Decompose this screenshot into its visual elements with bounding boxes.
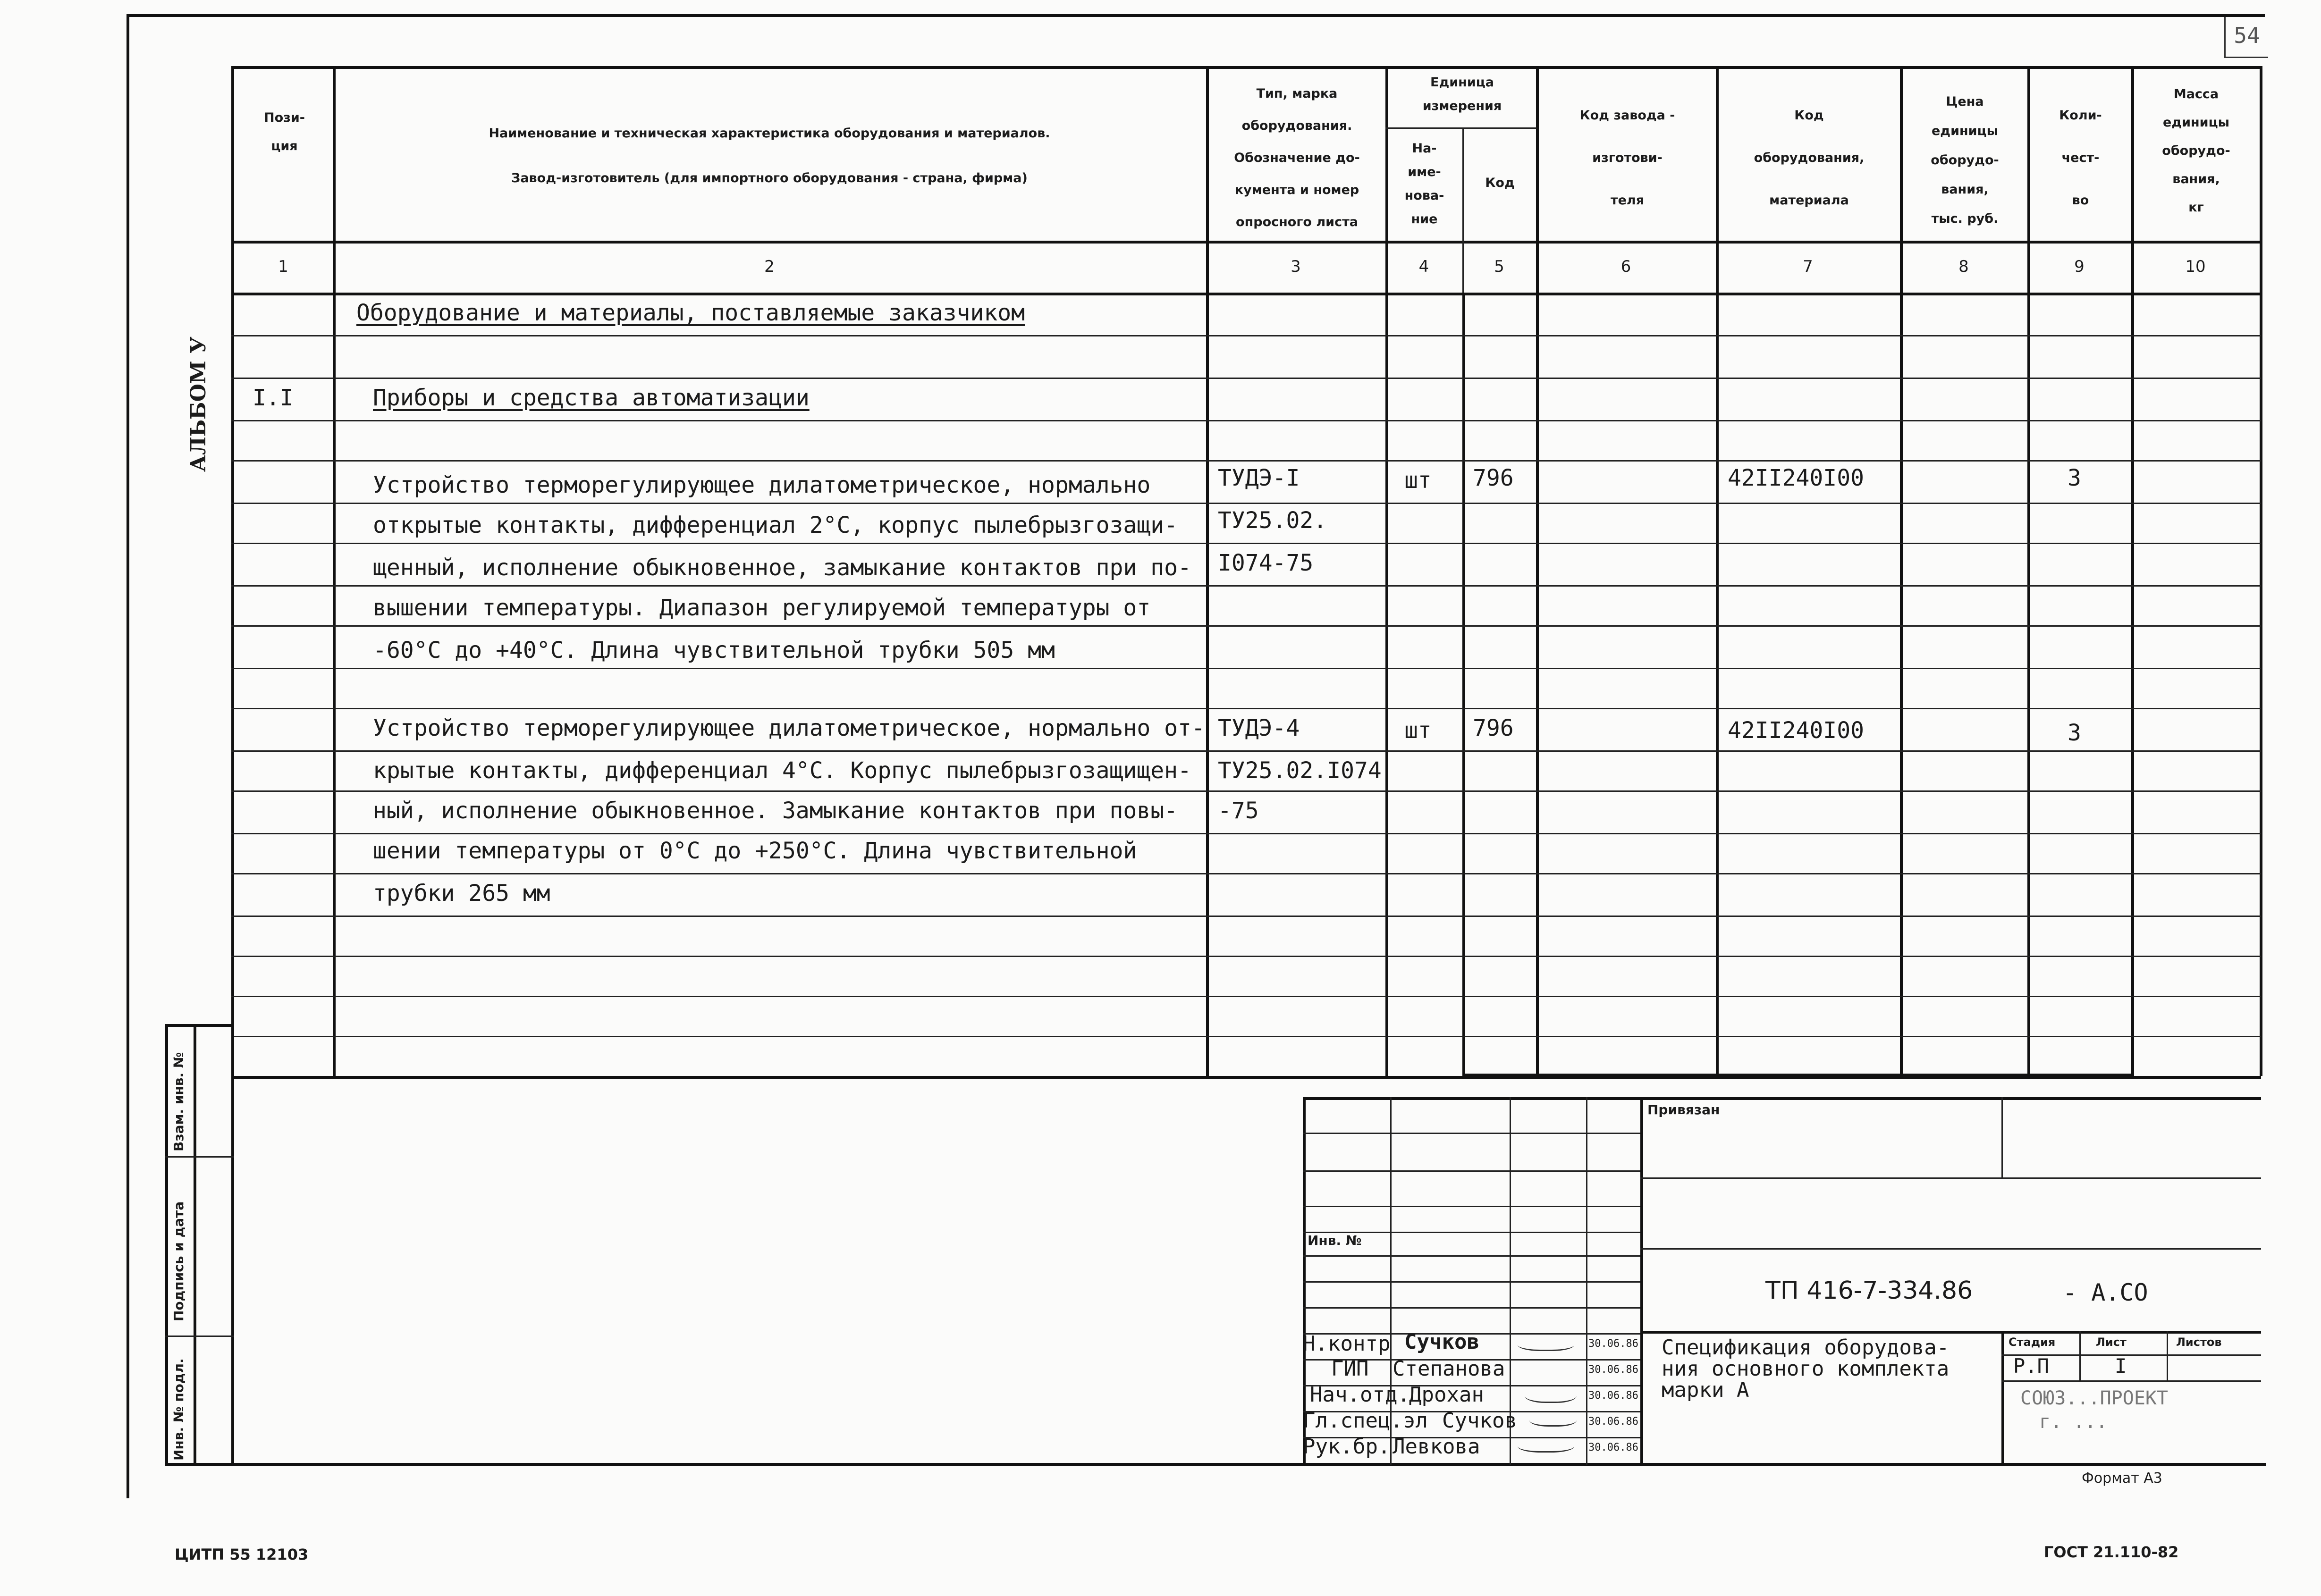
person-date: 30.06.86 [1588, 1390, 1638, 1402]
tb-r-col [2001, 1331, 2004, 1465]
side-stamp-sep [165, 1336, 234, 1337]
row-line [231, 750, 2261, 752]
person-name: Степанова [1393, 1357, 1505, 1381]
sheet-number-box [2224, 14, 2268, 58]
row-line [231, 916, 2261, 917]
col-number: 9 [2074, 257, 2085, 276]
item1-unit: шт [1404, 467, 1432, 494]
row-line [231, 335, 2261, 336]
row-line [231, 668, 2261, 669]
frame-top [127, 14, 2265, 17]
header-col7: Код оборудования, материала [1754, 108, 1865, 208]
tb-row [1303, 1170, 1640, 1172]
item1-type: ТУ25.02. [1218, 507, 1327, 534]
item2-line: шении температуры от 0°С до +250°С. Длина чувствительной [373, 838, 1137, 864]
doc-title-line: ния основного комплекта [1662, 1357, 1950, 1381]
tb-row [1303, 1307, 1640, 1309]
frame-bottom [165, 1463, 2266, 1466]
tb-r-col [2079, 1331, 2081, 1380]
doc-title-line: марки А [1662, 1378, 1749, 1402]
item2-equip-code: 42II240I00 [1728, 717, 1864, 744]
item1-unit-code: 796 [1473, 465, 1514, 491]
person-date: 30.06.86 [1588, 1364, 1638, 1376]
tb-row [1303, 1206, 1640, 1207]
person-name: Дрохан [1409, 1383, 1484, 1407]
col-sep-1 [333, 66, 336, 1076]
row-line [231, 378, 2261, 379]
stadia-label: Стадия [2009, 1336, 2056, 1349]
tb-row [1303, 1281, 1640, 1283]
item2-line: трубки 265 мм [373, 880, 550, 907]
col-sep-10 [2260, 66, 2262, 1076]
row-line [231, 420, 2261, 421]
person-role: Н.контр [1303, 1332, 1391, 1356]
section-title: Оборудование и материалы, поставляемые заказчиком [356, 300, 1025, 326]
header-col5: Код [1485, 176, 1515, 190]
footer-right: ГОСТ 21.110-82 [2044, 1543, 2179, 1561]
header-col6: Код завода - изготови- теля [1579, 108, 1675, 208]
col-number: 2 [764, 257, 775, 276]
header-col2: Наименование и техническая характеристика оборудования и материалов. Завод-изготовитель (для импортного оборудования - страна, фирма) [489, 126, 1050, 185]
side-stamp-top [165, 1024, 234, 1027]
header-col1: Пози- ция [264, 110, 305, 153]
header-col4: На- име- нова- ние [1404, 141, 1444, 227]
tb-r-row [2001, 1380, 2261, 1382]
side-label-vzam: Взам. инв. № [171, 1052, 186, 1151]
person-role: Гл.спец.эл [1303, 1409, 1428, 1433]
list-label: Лист [2096, 1336, 2127, 1349]
header-col10: Масса единицы оборудо- вания, кг [2162, 87, 2230, 215]
table-left [231, 66, 234, 1076]
row-line [231, 996, 2261, 997]
row-line [231, 543, 2261, 544]
table-top [231, 66, 2261, 69]
stadia-value: Р.П [2013, 1354, 2049, 1378]
side-stamp-sep [165, 1156, 234, 1158]
col-number: 6 [1620, 257, 1631, 276]
col-number: 8 [1958, 257, 1969, 276]
org-line: г. ... [2039, 1411, 2108, 1433]
person-name: Левкова [1393, 1435, 1480, 1459]
col-number: 5 [1494, 257, 1504, 276]
side-stamp-right [231, 1024, 234, 1465]
format-label: Формат А3 [2082, 1470, 2162, 1487]
item2-unit: шт [1404, 717, 1432, 744]
row-line [231, 460, 2261, 462]
inner-box-right [2131, 293, 2134, 1076]
item1-line: Устройство терморегулирующее дилатометрическое, нормально [373, 472, 1151, 498]
tb-r-row [1640, 1177, 2261, 1179]
item1-line: открытые контакты, дифференциал 2°С, корпус пылебрызгозащи- [373, 512, 1178, 538]
doc-title-line: Спецификация оборудова- [1662, 1336, 1950, 1360]
privyazan-label: Привязан [1647, 1102, 1720, 1117]
item1-line: щенный, исполнение обыкновенное, замыкание контактов при по- [373, 554, 1191, 581]
person-date: 30.06.86 [1588, 1442, 1638, 1453]
signature [1518, 1437, 1574, 1453]
row-line [231, 625, 2261, 627]
header-col9: Коли- чест- во [2059, 108, 2102, 208]
row-line [231, 585, 2261, 587]
row-line [231, 790, 2261, 792]
header-bottom [231, 241, 2261, 244]
sheet-number: 54 [2234, 23, 2260, 48]
row-line [231, 833, 2261, 834]
person-date: 30.06.86 [1588, 1416, 1638, 1428]
col-number: 4 [1418, 257, 1429, 276]
row-line [231, 503, 2261, 504]
person-role: ГИП [1331, 1357, 1369, 1381]
subsection-title: Приборы и средства автоматизации [373, 385, 810, 411]
org-line: СОЮЗ...ПРОЕКТ [2020, 1387, 2169, 1409]
row-line [231, 708, 2261, 709]
listov-label: Листов [2176, 1336, 2222, 1349]
tb-top [1303, 1097, 2261, 1100]
table-bottom [231, 1076, 2261, 1079]
list-value: I [2115, 1354, 2127, 1378]
item2-type: ТУ25.02.I074 [1218, 757, 1382, 784]
tb-r-row [1640, 1248, 2261, 1250]
subsection-position: I.I [253, 385, 294, 411]
item2-type: ТУДЭ-4 [1218, 715, 1300, 741]
item2-line: Устройство терморегулирующее дилатометрическое, нормально от- [373, 715, 1205, 741]
tb-row [1303, 1133, 1640, 1134]
doc-code: ТП 416-7-334.86 [1765, 1277, 1973, 1305]
signature [1529, 1411, 1577, 1427]
col-number: 10 [2185, 257, 2206, 276]
tb-r-col [2167, 1331, 2168, 1380]
footer-left: ЦИТП 55 12103 [175, 1546, 309, 1563]
item1-equip-code: 42II240I00 [1728, 465, 1864, 491]
item2-line: крытые контакты, дифференциал 4°С. Корпус пылебрызгозащищен- [373, 757, 1191, 784]
person-role: Рук.бр. [1303, 1435, 1391, 1459]
item1-type: I074-75 [1218, 550, 1314, 576]
header-col3: Тип, марка оборудования. Обозначение до- кумента и номер опросного листа [1234, 86, 1360, 229]
header-unit: Единица измерения [1422, 75, 1502, 113]
row-line [231, 1036, 2261, 1037]
col-number: 1 [278, 257, 288, 276]
item1-line: вышении температуры. Диапазон регулируемой температуры от [373, 595, 1151, 621]
row-line [231, 956, 2261, 957]
side-stamp-mid [194, 1024, 196, 1465]
side-stamp-left [165, 1024, 168, 1465]
person-name: Сучков [1404, 1330, 1479, 1354]
row-line [231, 873, 2261, 874]
person-date: 30.06.86 [1588, 1338, 1638, 1350]
tb-r-col [2001, 1097, 2003, 1177]
person-role: Нач.отд. [1310, 1383, 1410, 1407]
item2-line: ный, исполнение обыкновенное. Замыкание контактов при повы- [373, 798, 1178, 824]
signature [1525, 1385, 1577, 1403]
inner-box-left [1462, 293, 1465, 1076]
header-col8: Цена единицы оборудо- вания, тыс. руб. [1931, 94, 1999, 226]
tb-row [1303, 1255, 1640, 1257]
unit-header-split [1385, 127, 1536, 129]
item1-qty: 3 [2068, 465, 2081, 491]
inv-label: Инв. № [1308, 1233, 1362, 1248]
signature [1518, 1336, 1574, 1351]
side-label-podpis: Подпись и дата [171, 1201, 186, 1321]
item2-unit-code: 796 [1473, 715, 1514, 741]
doc-suffix: - А.СО [2063, 1279, 2148, 1306]
person-name: Сучков [1442, 1409, 1517, 1433]
item1-line: -60°С до +40°С. Длина чувствительной трубки 505 мм [373, 637, 1055, 664]
frame-left [127, 14, 129, 1498]
side-label-inv: Инв. № подл. [171, 1358, 186, 1461]
item2-type: -75 [1218, 798, 1259, 824]
album-label: АЛЬБОМ У [186, 336, 211, 472]
colnum-bottom [231, 293, 2261, 295]
item2-qty: 3 [2068, 720, 2081, 746]
item1-type: ТУДЭ-I [1218, 465, 1300, 491]
col-number: 7 [1803, 257, 1813, 276]
col-number: 3 [1291, 257, 1301, 276]
tb-div [1640, 1097, 1643, 1465]
